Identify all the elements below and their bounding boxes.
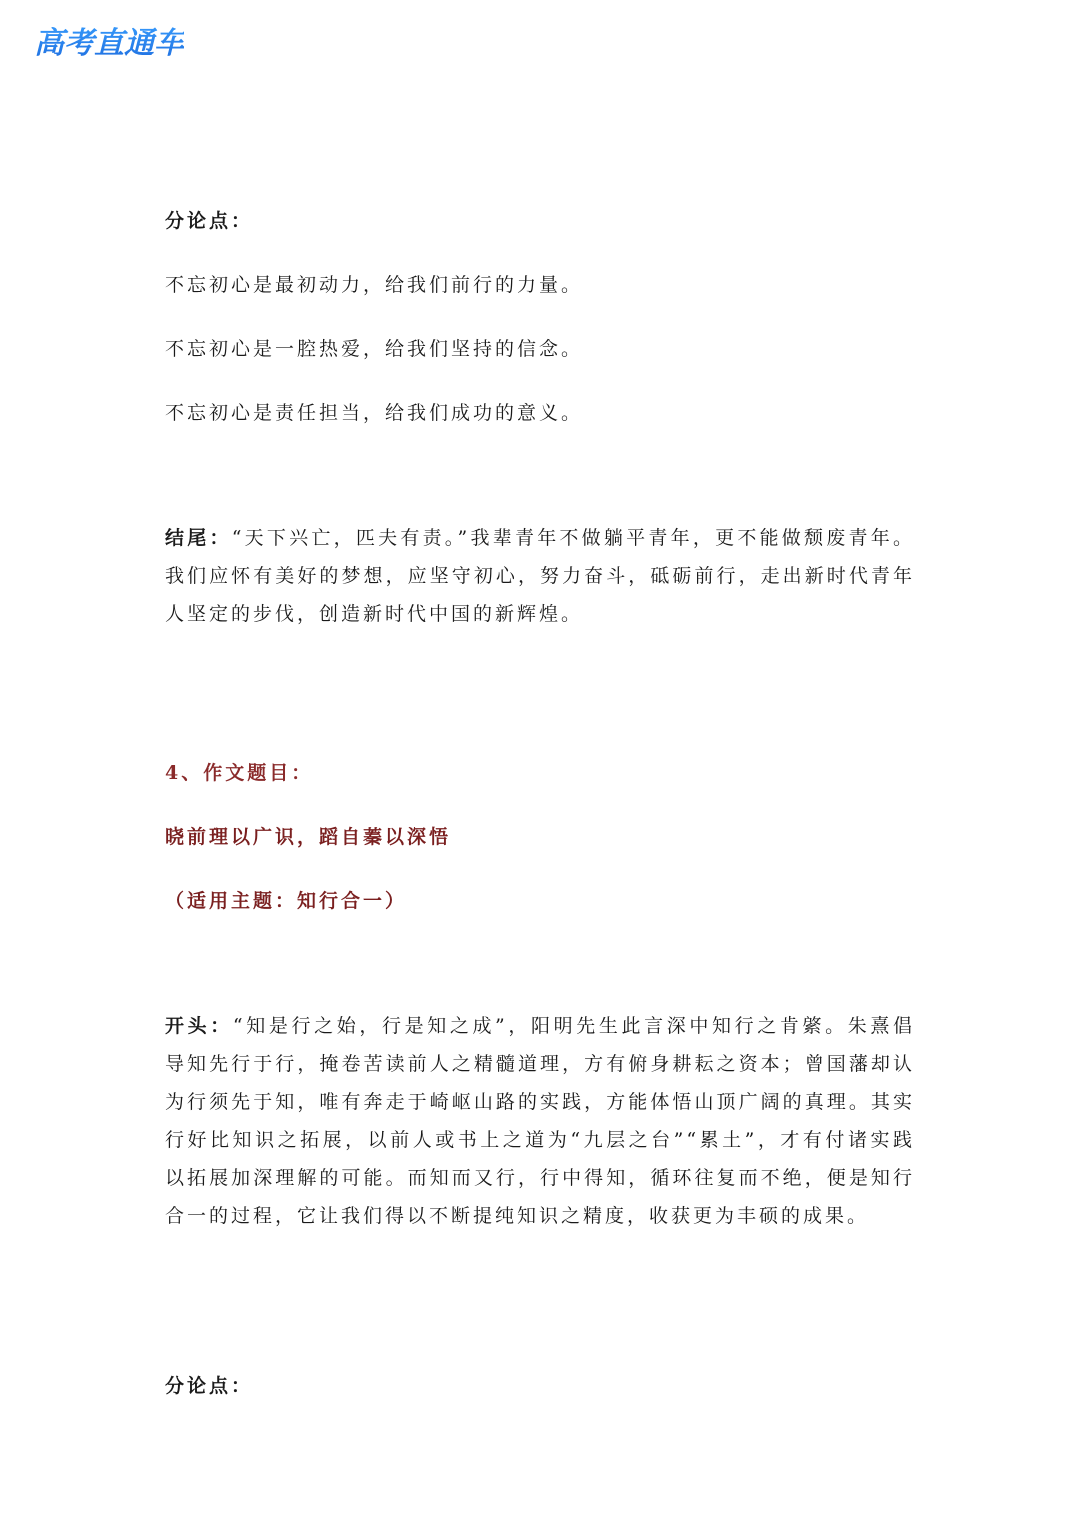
- sub-points-label-2: 分论点：: [165, 1375, 254, 1397]
- essay-theme: （适用主题：知行合一）: [165, 890, 408, 912]
- ending-paragraph: [165, 519, 915, 633]
- essay-heading: 4、作文题目：: [165, 762, 314, 784]
- sub-points-label: 分论点：: [165, 210, 254, 232]
- sub-point-1: 不忘初心是最初动力，给我们前行的力量。: [165, 274, 584, 296]
- opening-text: “知是行之始，行是知之成”，阳明先生此言深中知行之肯綮。朱熹倡导知先行于行，掩卷苦读前人之精髓道理，方有俯身耕耘之资本；曾国藩却认为行须先于知，唯有奔走于崎岖山路的实践，方能体悟山顶广阔的真理。其实行好比知识之拓展，以前人或书上之道为“九层之台”“累土”，才有付诸实践以拓展加深理解的可能。而知而又行，行中得知，循环往复而不绝，便是知行合一的过程，它让我们得以不断提纯知识之精度，收获更为丰硕的成果。: [165, 1015, 915, 1227]
- essay-title: 晓前理以广识，蹈自蓁以深悟: [165, 826, 452, 848]
- ending-text: “天下兴亡，匹夫有责。”我辈青年不做躺平青年，更不能做颓废青年。我们应怀有美好的梦想，应坚守初心，努力奋斗，砥砺前行，走出新时代青年人坚定的步伐，创造新时代中国的新辉煌。: [165, 527, 915, 625]
- opening-paragraph: [165, 1007, 915, 1235]
- sub-point-2: 不忘初心是一腔热爱，给我们坚持的信念。: [165, 338, 584, 360]
- opening-label: 开头：: [165, 1015, 233, 1037]
- sub-point-3: 不忘初心是责任担当，给我们成功的意义。: [165, 402, 584, 424]
- site-logo: 高考直通车: [34, 18, 184, 62]
- ending-label: 结尾：: [165, 527, 232, 549]
